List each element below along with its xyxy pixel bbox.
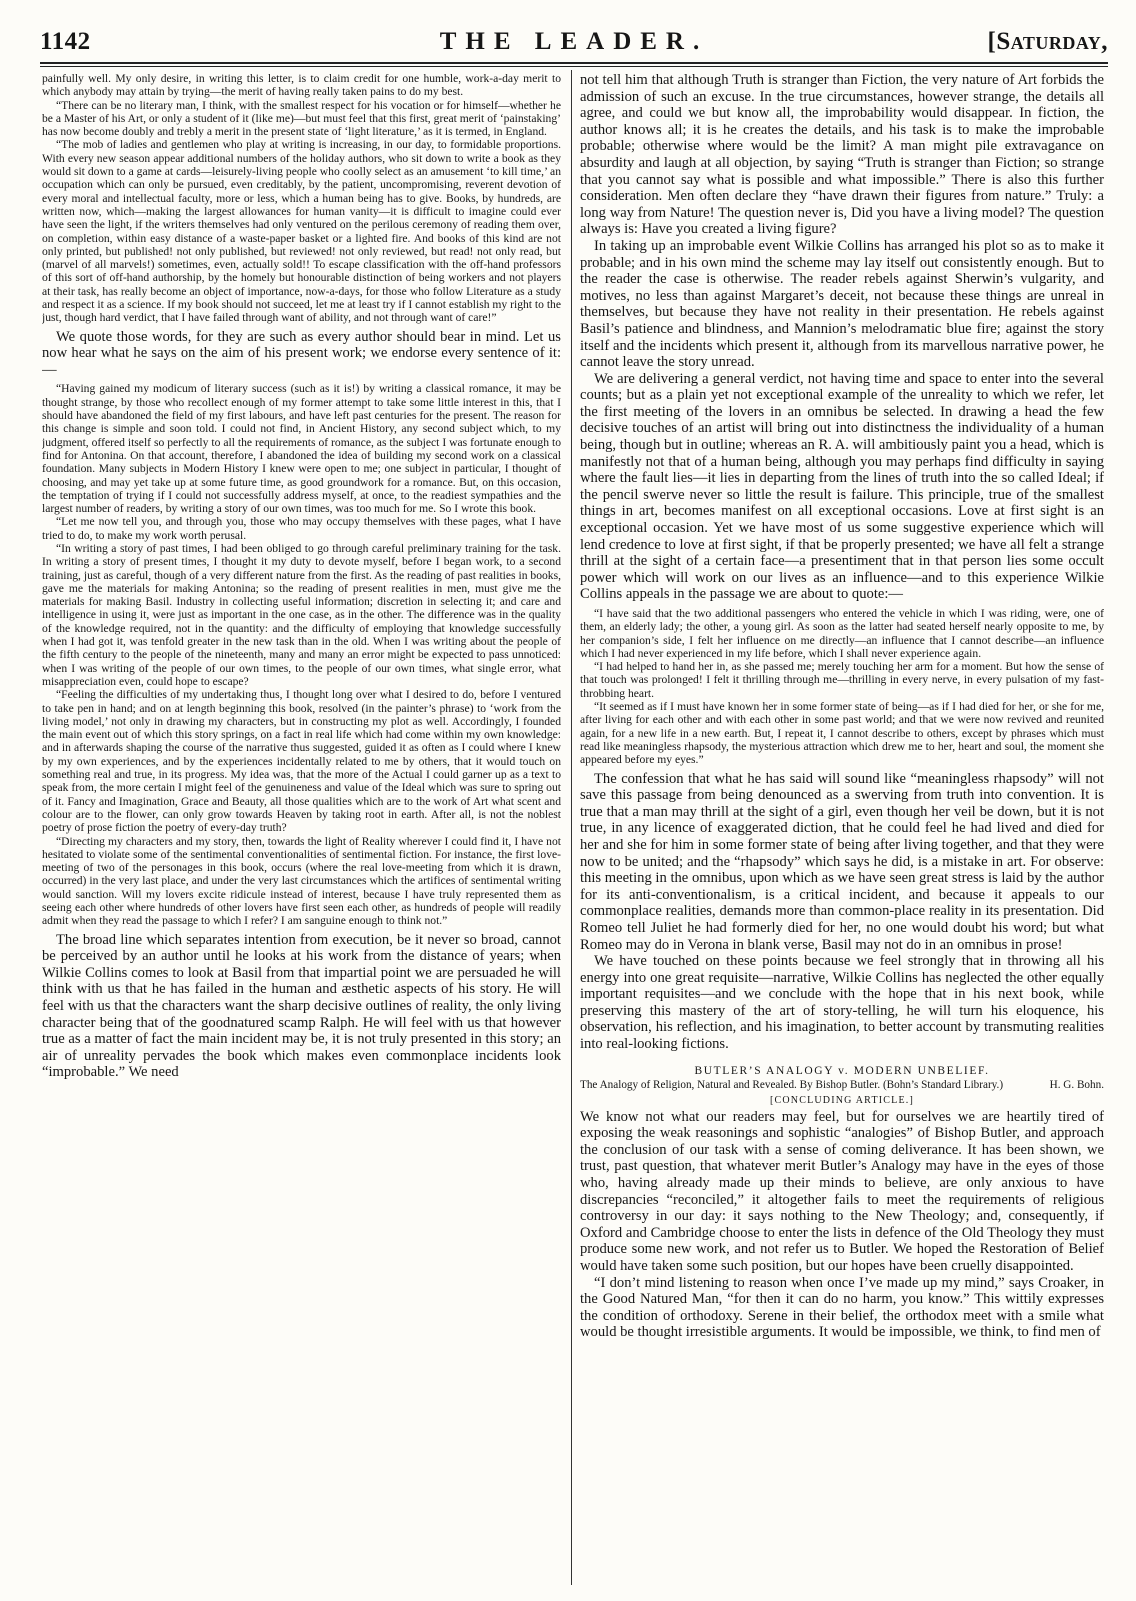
section-title: BUTLER’S ANALOGY v. MODERN UNBELIEF.: [694, 1064, 990, 1077]
preface-quote-paragraph: “Directing my characters and my story, then, towards the light of Reality wherever I could find it, I have not hesitated to violate some of the sentimental conventionalities of sentimental fiction. For instance, the first love-meeting of two of the personages in this book, occurs (where the real love-meeting from which it is drawn, occurred) in the very last place, and under the very last circumstances which the artifices of sentimental writing would sanction. Will my lovers excite ridicule instead of interest, because I have truly represented them as seeing each other where hundreds of other lovers have first seen each other, as hundreds of people will readily admit when they read the passage to which I refer? I am sanguine enough to think not.”: [42, 834, 561, 928]
left-column: [42, 72, 561, 1584]
letter-paragraph: painfully well. My only desire, in writing this letter, is to claim credit for one humble, work-a-day merit to which anybody may attain by trying—the merit of having really taken pains to do my best.: [42, 72, 561, 99]
header-rule: [40, 62, 1108, 64]
issue-day: [Saturday,: [987, 28, 1108, 55]
review-paragraph: We quote those words, for they are such as every author should bear in mind. Let us now hear what he says on the aim of his present work; we endorse every sentence of it:—: [42, 328, 561, 378]
page-header: [40, 24, 1108, 58]
section-paragraph: “I don’t mind listening to reason when once I’ve made up my mind,” says Croaker, in the Good Natured Man, “for then it can do no harm, you know.” This wittily expresses the condition of orthodoxy. Serene in their belief, the orthodox meet with a smile what would be thought irresistible arguments. It would be impossible, we think, to find men of: [580, 1274, 1104, 1341]
review-paragraph: not tell him that although Truth is stranger than Fiction, the very nature of Art forbids the admission of such an excuse. In the true circumstances, however strange, the details all agree, and could we but know all, the improbability would disappear. In fiction, the author knows all; it is he creates the details, and his task is to make the improbable probable; otherwise where would be the limit? A man might pile extravagance on absurdity and laugh at all objection, by saying “Truth is stranger than Fiction; so strange that you cannot say what is possible and what impossible.” There is also this further consideration. Men often declare they “have drawn their figures from nature.” Truly: a long way from Nature! The question never is, Did you have a living model? The question always is: Have you created a living figure?: [580, 72, 1104, 238]
publisher: H. G. Bohn.: [1049, 1078, 1104, 1091]
review-paragraph: We have touched on these points because we feel strongly that in throwing all his energy into one great requisite—narrative, Wilkie Collins has neglected the other equally important requisites—and we conclude with the hope that in his next book, while preserving this mastery of the art of story-telling, he will turn his eloquence, his observation, his reflection, and his imagination, to better account by transmuting realities into real-looking fictions.: [580, 953, 1104, 1053]
page-number: 1142: [40, 28, 91, 55]
concluding-article-note: [CONCLUDING ARTICLE.]: [769, 1094, 915, 1106]
header-rule-thin: [40, 66, 1108, 67]
preface-quote-paragraph: “In writing a story of past times, I had been obliged to go through careful preliminary training for the task. In writing a story of present times, I thought it my duty to devote myself, before I began work, to a second training, just as careful, though of a very different nature from the first. As the reading of past realities in books, gave me the materials for making Antonina; so the reading of present realities in men, must give me the materials for making Basil. Industry in collecting useful information; discretion in selecting it; and care and intelligence in using it, were just as important in the one case, as in the other. The difference was in the quality of the knowledge required, not in the quantity: and the difficulty of employing that knowledge successfully when I had got it, was tenfold greater in the new task than in the old. When I was writing about the people of the fifth century to the people of the nineteenth, many and many an error might be expected to pass unnoticed: when I was writing of the people of our own times, to the people of our own times, what single error, what misappreciation even, could hope to escape?: [42, 541, 561, 688]
review-paragraph: The confession that what he has said will sound like “meaningless rhapsody” will not save this passage from being denounced as a swerving from truth into convention. It is true that a man may thrill at the sight of a girl, even though her veil be down, but it is not true, in any licence of exaggerated diction, that he could feel he had lived and died for her and she for him in some former state of being after living together, and that they were now to be united; and the “rhapsody” which says he did, is a mistake in art. For observe: this meeting in the omnibus, upon which as we have seen great stress is laid by the author for its anti-conventionalism, is a critical incident, and because it appeals to our commonplace realities, demands more than common-place reality in its presentation. Did Romeo tell Juliet he had formerly died for her, no one would doubt his word; but what Romeo may do in Verona in blank verse, Basil may not do in an omnibus in prose!: [580, 770, 1104, 953]
novel-quote-paragraph: “I had helped to hand her in, as she passed me; merely touching her arm for a moment. But how the sense of that touch was prolonged! I felt it thrilling through me—thrilling in every nerve, in every pulsation of my fast-throbbing heart.: [580, 660, 1104, 700]
section-subtitle: [580, 1079, 1104, 1092]
review-paragraph: We are delivering a general verdict, not having time and space to enter into the several counts; but as a plain yet not exceptional example of the unreality to which we refer, let the first meeting of the lovers in an omnibus be selected. In drawing a head the few decisive touches of an artist will bring out into distinctness the individuality of a human being, though but in outline; whereas an R. A. will ambitiously paint you a head, which is manifestly not that of a human being, although you may perhaps find difficulty in saying where the fault lies—it lies in departing from the lines of truth into the so called Ideal; if the pencil swerve never so little the result is failure. This principle, true of the smallest things in art, becomes manifest on all exceptional occasions. Love at first sight is an exceptional occasion. Yet we have most of us some suggestive experience which will lend credence to love at first sight, if that be properly presented; we have all felt a strange thrill at the sight of a certain face—a presentiment that in that person lies some occult power which will work on our lives as an influence—and to this experience Wilkie Collins appeals in the passage we are about to quote:—: [580, 370, 1104, 603]
letter-paragraph: “There can be no literary man, I think, with the smallest respect for his vocation or for himself—whether he be a Master of his Art, or only a student of it (like me)—but must feel that this first, great merit of ‘painstaking’ has now become doubly and trebly a merit in the present state of ‘light literature,’ as it is termed, in England.: [42, 98, 561, 139]
novel-quote-paragraph: “It seemed as if I must have known her in some former state of being—as if I had died for her, or she for me, after living for each other and with each other in some past world; and that we were now revived and reunited again, for a new life in a new earth. But, I repeat it, I cannot describe to others, except by phrases which must read like meaningless rhapsody, the mysterious attraction which drew me to her, heart and soul, the moment she appeared before my eyes.”: [580, 700, 1104, 767]
column-divider: [571, 70, 572, 1585]
right-column: [580, 72, 1104, 1584]
preface-quote-paragraph: “Having gained my modicum of literary success (such as it is!) by writing a classical romance, it may be thought strange, by those who recollect enough of my former attempt to take some little interest in this, that I should have abandoned the field of my first labours, and have left past centuries for the present. The reason for this change is simple and soon told. I could not find, in Ancient History, any second subject which, to my judgment, offered itself so perfectly to all the requirements of romance, as the subject I was fortunate enough to find for Antonina. On that account, therefore, I abandoned the idea of building my second work on a classical foundation. Many subjects in Modern History I knew were open to me; one subject in particular, I thought of choosing, and may yet take up at some future time, as good groundwork for a romance. But, on this occasion, the temptation of trying if I could not successfully address myself, at once, to the readiest sympathies and the largest number of readers, by writing a story of our own times, was too much for me. So I wrote this book.: [42, 382, 561, 516]
review-paragraph: In taking up an improbable event Wilkie Collins has arranged his plot so as to make it probable; and in his own mind the scheme may lay itself out consistently enough. But to the reader the case is otherwise. The reader rebels against Sherwin’s vulgarity, and motives, no less than against Margaret’s deceit, not because these things are unreal in themselves, but because they have not reality in their presentation. He rebels against Basil’s patience and blindness, and Mannion’s melodramatic blue fire; against the story itself and the incidents which present it, although from its marvellous narrative power, he cannot leave the story unread.: [580, 237, 1104, 371]
section-paragraph: We know not what our readers may feel, but for ourselves we are heartily tired of exposing the weak reasonings and sophistic “analogies” of Bishop Butler, and approach the conclusion of our task with a sense of coming deliverance. It has been shown, we trust, past question, that whatever merit Butler’s Analogy may have in the eyes of those who, having already made up their minds to believe, are only anxious to have discrepancies “reconciled,” it altogether fails to meet the requirements of religious controversy in our day: it says nothing to the New Theology; and, consequently, if Oxford and Cambridge choose to enter the lists in defence of the Old Theology they must produce some new work, and not refer us to Butler. We hoped the Restoration of Belief would have taken some such position, but our hopes have been cruelly disappointed.: [580, 1108, 1104, 1274]
book-citation: The Analogy of Religion, Natural and Revealed. By Bishop Butler. (Bohn’s Standard Library.): [580, 1078, 1004, 1091]
review-paragraph: The broad line which separates intention from execution, be it never so broad, cannot be perceived by an author until he looks at his work from the distance of years; when Wilkie Collins comes to look at Basil from that impartial point we are persuaded he will think with us that he has failed in the human and æsthetic aspects of his story. He will feel with us that the characters want the sharp decisive outlines of reality, the only living character being that of the goodnatured scamp Ralph. He will feel with us that however true as a matter of fact the main incident may be, it is not truly presented in this story; an air of unreality pervades the book which makes even commonplace incidents look “improbable.” We need: [42, 931, 561, 1081]
preface-quote-paragraph: “Let me now tell you, and through you, those who may occupy themselves with these pages, what I have tried to do, to make my work worth perusal.: [42, 515, 561, 542]
letter-paragraph: “The mob of ladies and gentlemen who play at writing is increasing, in our day, to formidable proportions. With every new season appear additional numbers of the holiday authors, who sit down to write a book as they would sit down to a game at cards—leisurely-living people who coolly select as an amusement ‘to kill time,’ an occupation which can only be pursued, even creditably, by the patient, uncompromising, reverent devotion of every moral and intellectual faculty, more or less, which a human being has to give. Books, by hundreds, are written now, which—making the largest allowances for human vanity—it is difficult to imagine could ever have seen the light, if the writers themselves had only ventured on the perilous ceremony of reading them over, on completion, within easy distance of a waste-paper basket or a lighted fire. And books of this kind are not only printed, but published! not only published, but reviewed! not only reviewed, but read! not only read, but (marvel of all marvels!) sometimes, even, actually sold!! To escape classification with the off-hand professors of this sort of off-hand authorship, by the homely but honourable distinction of being workers and not players at their task, has really become an object of importance, now-a-days, for those who follow Literature as a study and respect it as a science. If my book should not succeed, let me at least try if I cannot establish my right to the just, though hard verdict, that I have failed through want of ability, and not through want of care!”: [42, 138, 561, 325]
preface-quote-paragraph: “Feeling the difficulties of my undertaking thus, I thought long over what I desired to do, before I ventured to take pen in hand; and on at length beginning this book, resolved (in the painter’s phrase) to ‘work from the living model,’ not only in drawing my characters, but in constructing my plot as well. Accordingly, I founded the main event out of which this story springs, on a fact in real life which had come within my own knowledge: and in afterwards shaping the course of the narrative thus suggested, guided it as often as I could where I knew by my own experiences, and by the experiences incidentally related to me by others, that it would touch on something real and true, in its progress. My idea was, that the more of the Actual I could garner up as a text to speak from, the more certain I might feel of the genuineness and value of the Ideal which was sure to spring out of it. Fancy and Imagination, Grace and Beauty, all those qualities which are to the work of Art what scent and colour are to the flower, can only grow towards Heaven by taking root in earth. After all, is not the noblest poetry of prose fiction the poetry of every-day truth?: [42, 688, 561, 835]
masthead-title: THE LEADER.: [439, 28, 709, 55]
novel-quote-paragraph: “I have said that the two additional passengers who entered the vehicle in which I was riding, were, one of them, an elderly lady; the other, a young girl. As soon as the latter had seated herself nearly opposite to me, by her companion’s side, I felt her influence on me directly—an influence that I cannot describe—an influence which I had never experienced in my life before, which I shall never experience again.: [580, 607, 1104, 660]
